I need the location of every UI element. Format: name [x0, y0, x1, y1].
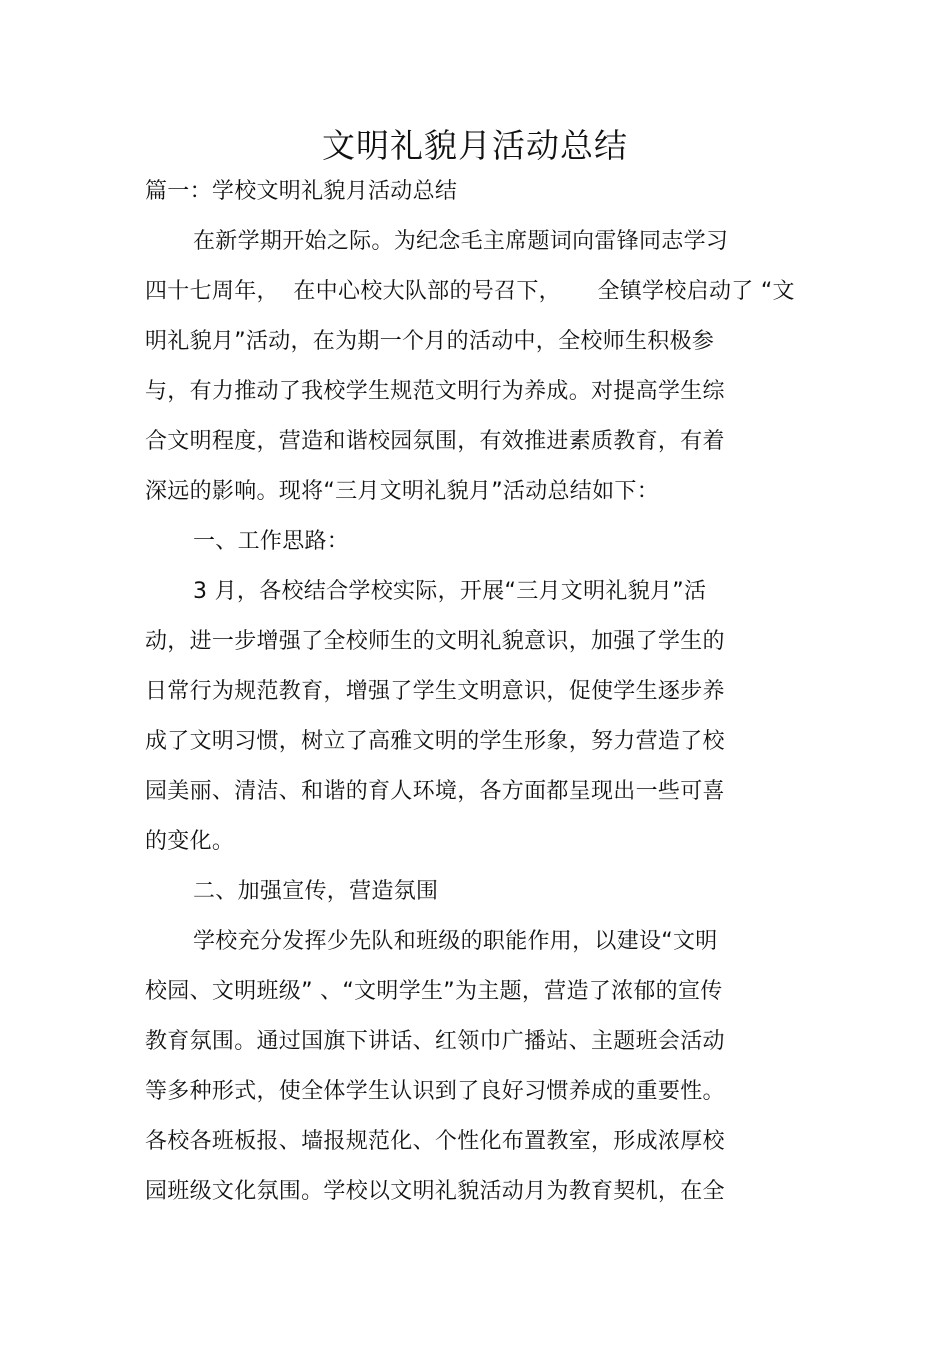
paragraph-line: 各校各班板报、墙报规范化、个性化布置教室，形成浓厚校	[145, 1129, 725, 1154]
paragraph-line: 学校充分发挥少先队和班级的职能作用，以建设“文明	[193, 929, 718, 954]
paragraph-line: 成了文明习惯，树立了高雅文明的学生形象，努力营造了校	[145, 729, 725, 754]
paragraph-line: 日常行为规范教育，增强了学生文明意识，促使学生逐步养	[145, 679, 725, 704]
paragraph-line: 园美丽、清洁、和谐的育人环境，各方面都呈现出一些可喜	[145, 779, 725, 804]
subheading: 二、加强宣传，营造氛围	[193, 879, 439, 904]
paragraph-line: 四十七周年， 在中心校大队部的号召下， 全镇学校启动了 “文	[145, 279, 795, 304]
section-heading: 篇一：学校文明礼貌月活动总结	[145, 179, 458, 204]
document-title: 文明礼貌月活动总结	[322, 126, 628, 165]
paragraph-line: 动，进一步增强了全校师生的文明礼貌意识，加强了学生的	[145, 629, 725, 654]
paragraph-line: 在新学期开始之际。为纪念毛主席题词向雷锋同志学习	[193, 229, 729, 254]
paragraph-line: 校园、文明班级” 、“文明学生”为主题，营造了浓郁的宣传	[145, 979, 723, 1004]
paragraph-line: 的变化。	[145, 829, 235, 854]
paragraph-line: 等多种形式，使全体学生认识到了良好习惯养成的重要性。	[145, 1079, 725, 1104]
paragraph-line: 深远的影响。现将“三月文明礼貌月”活动总结如下：	[145, 479, 659, 504]
paragraph-line: 3 月，各校结合学校实际，开展“三月文明礼貌月”活	[193, 579, 707, 604]
paragraph-line: 合文明程度，营造和谐校园氛围，有效推进素质教育，有着	[145, 429, 725, 454]
paragraph-line: 园班级文化氛围。学校以文明礼貌活动月为教育契机，在全	[145, 1179, 725, 1204]
subheading: 一、工作思路：	[193, 529, 350, 554]
paragraph-line: 教育氛围。通过国旗下讲话、红领巾广播站、主题班会活动	[145, 1029, 725, 1054]
paragraph-line: 与，有力推动了我校学生规范文明行为养成。对提高学生综	[145, 379, 725, 404]
paragraph-line: 明礼貌月”活动，在为期一个月的活动中，全校师生积极参	[145, 329, 715, 354]
